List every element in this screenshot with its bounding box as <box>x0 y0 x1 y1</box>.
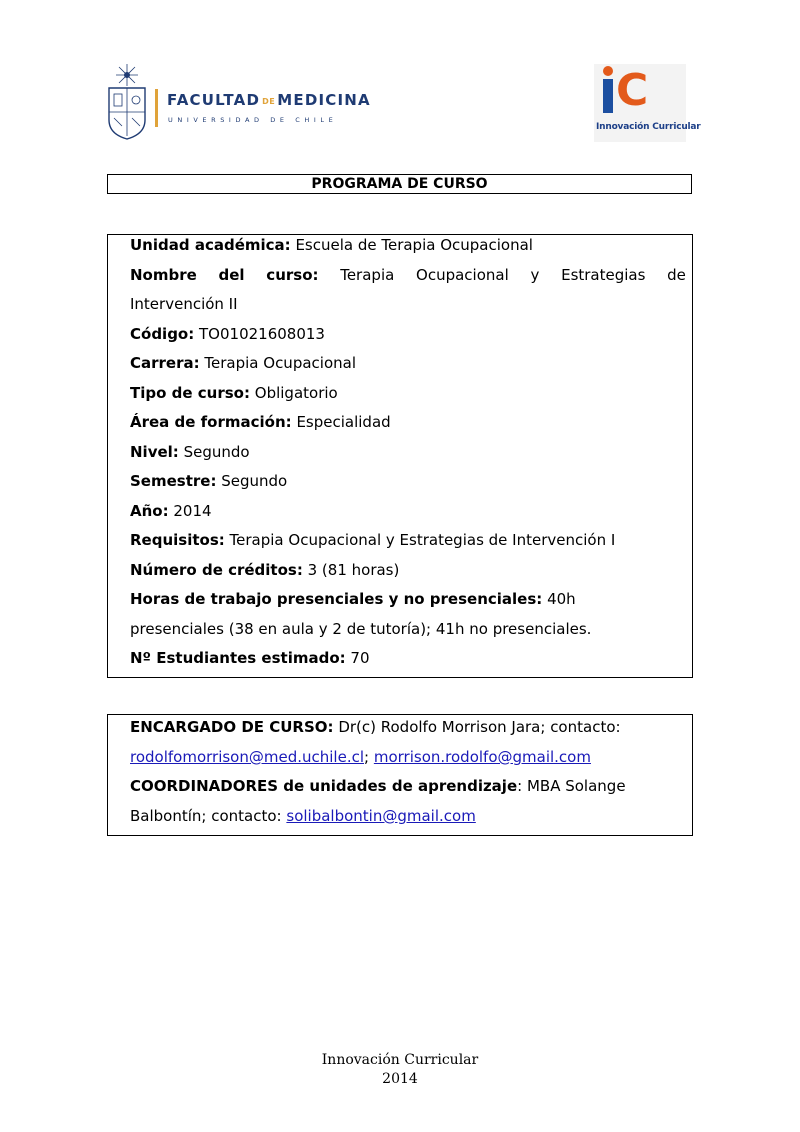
footer-line1: Innovación Curricular <box>321 1052 479 1068</box>
info-tipo: Tipo de curso: Obligatorio <box>130 384 338 402</box>
university-name: UNIVERSIDAD DE CHILE <box>168 116 338 124</box>
info-nombre: Nombre del curso: Terapia Ocupacional y Estrategias de <box>130 266 686 284</box>
ic-letter-i-stem <box>603 79 613 113</box>
page-footer <box>0 1051 800 1089</box>
encargado-emails: rodolfomorrison@med.uchile.cl; morrison.rodolfo@gmail.com <box>130 748 591 766</box>
info-creditos: Número de créditos: 3 (81 horas) <box>130 561 400 579</box>
info-horas-cont: presenciales (38 en aula y 2 de tutoría); 41h no presenciales. <box>130 620 592 638</box>
info-codigo: Código: TO01021608013 <box>130 325 325 343</box>
info-requisitos: Requisitos: Terapia Ocupacional y Estrategias de Intervención I <box>130 531 616 549</box>
info-unidad: Unidad académica: Escuela de Terapia Ocupacional <box>130 236 533 254</box>
coordinadores-line: COORDINADORES de unidades de aprendizaje: MBA Solange <box>130 777 626 795</box>
info-nombre-cont: Intervención II <box>130 295 238 313</box>
coordinadores-contact: Balbontín; contacto: solibalbontin@gmail.com <box>130 807 476 825</box>
email-link-uchile[interactable]: rodolfomorrison@med.uchile.cl <box>130 748 365 766</box>
ic-letter-c: C <box>616 65 649 116</box>
footer-line2: 2014 <box>382 1071 418 1087</box>
info-area: Área de formación: Especialidad <box>130 413 391 431</box>
logo-divider <box>155 89 158 127</box>
university-emblem-icon <box>105 62 149 140</box>
email-link-coordinator[interactable]: solibalbontin@gmail.com <box>286 807 476 825</box>
course-info-box <box>107 234 693 678</box>
info-nivel: Nivel: Segundo <box>130 443 250 461</box>
encargado-line: ENCARGADO DE CURSO: Dr(c) Rodolfo Morrison Jara; contacto: <box>130 718 621 736</box>
info-carrera: Carrera: Terapia Ocupacional <box>130 354 356 372</box>
faculty-name: FACULTAD DE MEDICINA <box>167 91 371 109</box>
ic-letter-i-dot <box>603 66 613 76</box>
info-semestre: Semestre: Segundo <box>130 472 288 490</box>
email-link-gmail[interactable]: morrison.rodolfo@gmail.com <box>373 748 591 766</box>
ic-caption: Innovación Curricular <box>596 122 701 132</box>
info-estudiantes: Nº Estudiantes estimado: 70 <box>130 649 370 667</box>
page-title: PROGRAMA DE CURSO <box>107 174 692 194</box>
faculty-logo <box>105 62 371 142</box>
innovacion-curricular-logo <box>594 64 701 142</box>
info-horas: Horas de trabajo presenciales y no presenciales: 40h <box>130 590 576 608</box>
info-anio: Año: 2014 <box>130 502 212 520</box>
contact-box <box>107 714 693 836</box>
